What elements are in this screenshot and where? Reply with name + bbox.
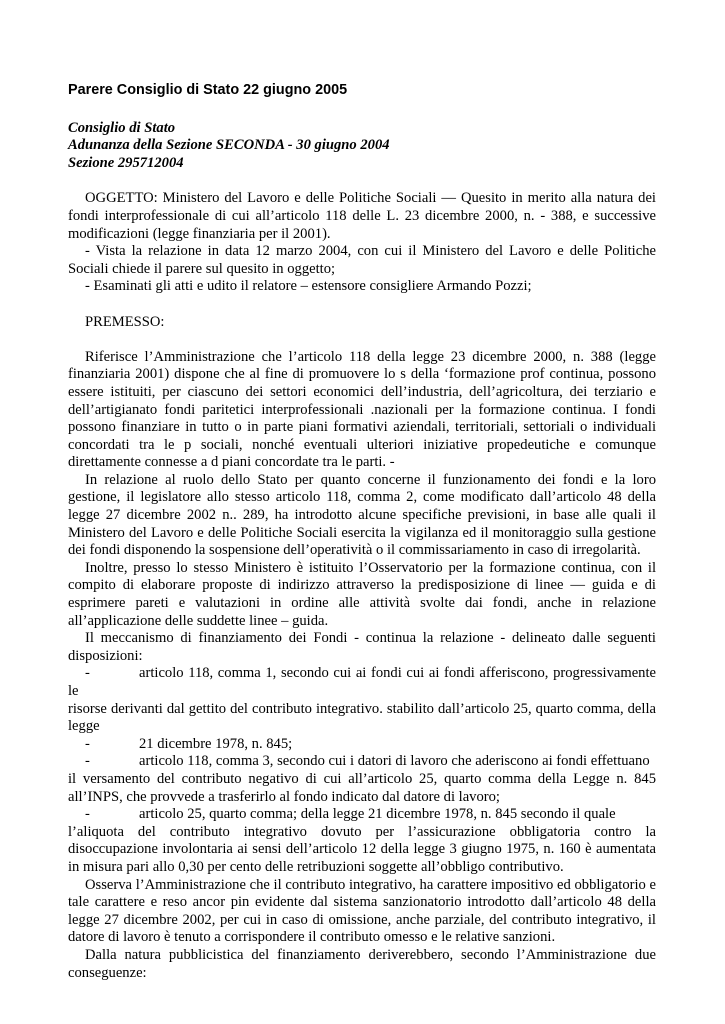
list-dash: -: [85, 806, 90, 823]
paragraph-4: Il meccanismo di finanziamento dei Fondi - continua la relazione - delineato dalle seguenti disposizioni:: [68, 630, 656, 664]
paragraph-3: Inoltre, presso lo stesso Ministero è istituito l’Osservatorio per la formazione continua, con il compito di elaborare proposte di indirizzo attraverso la predisposizione di linee — guida e di esprimere pareti e valutazioni in ordine alle attività svolte dai fondi, anche in relazione all’applicazione delle suddette linee – guida.: [68, 559, 656, 629]
list-item: [68, 806, 656, 824]
paragraph-2: In relazione al ruolo dello Stato per quanto concerne il funzionamento dei fondi e la loro gestione, il legislatore allo stesso articolo 118, comma 2, come modificato dall’articolo 48 della legge 27 dicembre 2002 n.. 289, ha introdotto alcune specifiche previsioni, in base alle quali il Ministero del Lavoro e delle Politiche Sociali esercita la vigilanza ed il monitoraggio sulla gestione dei fondi disponendo la sospensione dell’operatività o il commissariamento in caso di irregolarità.: [68, 471, 656, 559]
spacer: [68, 296, 656, 314]
list-item: [68, 665, 656, 700]
paragraph-6: Dalla natura pubblicistica del finanziamento deriverebbero, secondo l’Amministrazione due conseguenze:: [68, 946, 656, 981]
spacer: [68, 331, 656, 349]
oggetto-paragraph: OGGETTO: Ministero del Lavoro e delle Politiche Sociali — Quesito in merito alla natura dei fondi interprofessionale di cui all’articolo 118 delle L. 23 dicembre 2000, n. - 388, e successive modificazioni (legge finanziaria per il 2001).: [68, 190, 656, 242]
list-item-first-line: articolo 118, comma 3, secondo cui i datori di lavoro che aderiscono ai fondi effettuano: [139, 753, 650, 770]
list-dash: -: [85, 753, 90, 770]
list-dash: -: [85, 665, 90, 682]
list-item-continuation: l’aliquota del contributo integrativo dovuto per l’assicurazione obbligatoria contro la disoccupazione involontaria ai sensi dell’articolo 12 della legge 3 giugno 1975, n. 160 è aumentata in misura pari allo 0,30 per cento delle retribuzioni soggette all’obbligo contributivo.: [68, 823, 656, 875]
document-meta: [68, 120, 656, 173]
document-page: [68, 82, 656, 982]
list-item: [68, 736, 656, 754]
esaminati-paragraph: - Esaminati gli atti e udito il relatore – estensore consigliere Armando Pozzi;: [85, 278, 532, 295]
list-item-continuation: risorse derivanti dal gettito del contributo integrativo. stabilito dall’articolo 25, quarto comma, della legge: [68, 700, 656, 735]
document-title: Parere Consiglio di Stato 22 giugno 2005: [68, 82, 348, 98]
list-dash: -: [85, 735, 90, 752]
list-item-first-line: articolo 118, comma 1, secondo cui ai fondi cui ai fondi afferiscono, progressivamente le: [68, 665, 656, 699]
list-item-first-line: articolo 25, quarto comma; della legge 21 dicembre 1978, n. 845 secondo il quale: [139, 806, 616, 823]
meta-sezione: Sezione 295712004: [68, 154, 184, 171]
premesso-heading: PREMESSO:: [85, 313, 165, 330]
paragraph-5: Osserva l’Amministrazione che il contributo integrativo, ha carattere impositivo ed obbligatorio e tale carattere e reso ancor pin evidente dal sistema sanzionatorio introdotto dall’articolo 48 della legge 27 dicembre 2002, per cui in caso di omissione, anche parziale, del contributo integrativo, il datore di lavoro è tenuto a corrispondere il contributo omesso e le relative sanzioni.: [68, 876, 656, 946]
meta-adunanza: Adunanza della Sezione SECONDA - 30 giugno 2004: [68, 137, 390, 154]
meta-organ: Consiglio di Stato: [68, 119, 176, 136]
vista-paragraph: - Vista la relazione in data 12 marzo 2004, con cui il Ministero del Lavoro e delle Politiche Sociali chiede il parere sul quesito in oggetto;: [68, 243, 656, 277]
list-item: [68, 753, 656, 771]
provisions-list: [68, 665, 656, 876]
list-item-continuation: il versamento del contributo negativo di cui all’articolo 25, quarto comma della Legge n. 845 all’INPS, che provvede a trasferirlo al fondo indicato dal datore di lavoro;: [68, 770, 656, 805]
list-item-first-line: 21 dicembre 1978, n. 845;: [139, 735, 293, 752]
paragraph-1: Riferisce l’Amministrazione che l’articolo 118 della legge 23 dicembre 2000, n. 388 (legge finanziaria 2001) dispone che al fine di promuovere lo s della ‘formazione prof continua, possono essere istituiti, per ciascuno dei settori economici dell’industria, dell’agricoltura, dei terziario e dell’artigianato fondi paritetici interprofessionali .nazionali per la formazione continua. I fondi possono finanziare in tutto o in parte piani formativi aziendali, territoriali, settoriali o individuali concordati tra le p sociali, nonché eventuali ulteriori iniziative propedeutiche e comunque direttamente connesse a d piani concordate tra le parti. -: [68, 348, 656, 471]
